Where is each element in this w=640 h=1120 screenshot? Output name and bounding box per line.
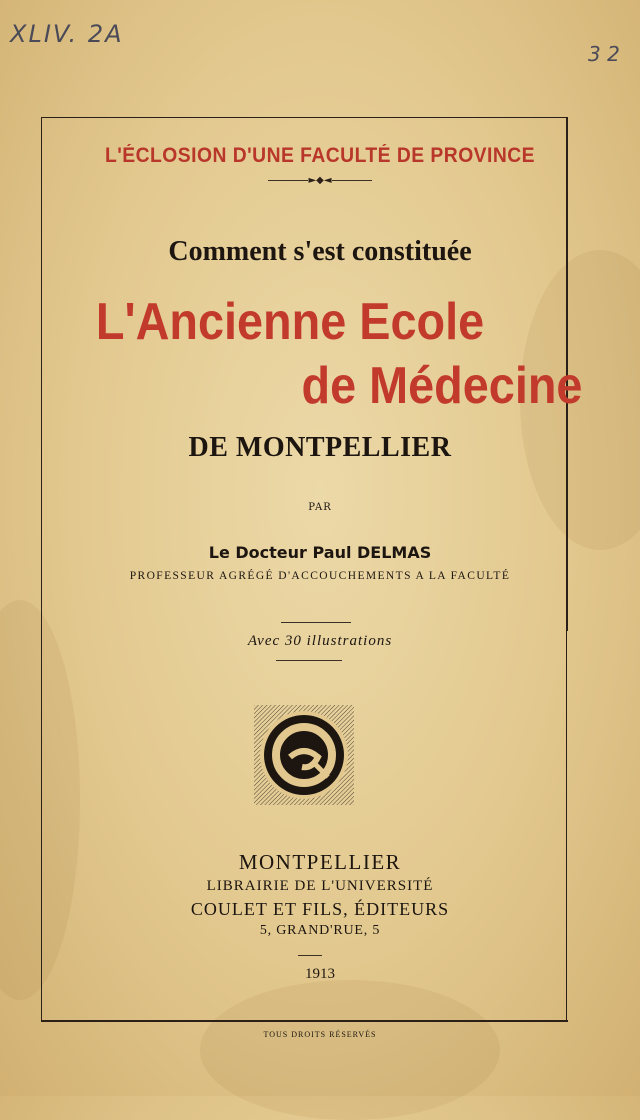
rule-above-illustrations (281, 622, 351, 623)
series-heading: L'ÉCLOSION D'UNE FACULTÉ DE PROVINCE (104, 144, 536, 167)
book-title-line3: DE MONTPELLIER (188, 432, 452, 463)
rule-above-year (298, 955, 322, 956)
author-title: PROFESSEUR AGRÉGÉ D'ACCOUCHEMENTS A LA FACULTÉ (129, 570, 511, 582)
rights-notice: TOUS DROITS RÉSERVÉS (263, 1030, 377, 1039)
book-title-line2: de Médecine (301, 357, 583, 415)
imprint-publisher: COULET ET FILS, ÉDITEURS (190, 899, 450, 919)
by-label: PAR (308, 502, 332, 513)
imprint-address: 5, GRAND'RUE, 5 (259, 923, 381, 938)
imprint-bookshop: LIBRAIRIE DE L'UNIVERSITÉ (206, 878, 434, 894)
book-subtitle: Comment s'est constituée (168, 236, 472, 267)
publication-year: 1913 (305, 966, 335, 982)
ornament-divider: ►◆◄ (0, 175, 640, 186)
book-title-line1: L'Ancienne Ecole (95, 293, 485, 351)
frame-bottom-border (41, 1020, 568, 1022)
author-name: Le Docteur Paul DELMAS (208, 543, 432, 562)
rule-below-illustrations (276, 660, 342, 661)
publisher-logo-icon (254, 705, 354, 805)
illustrations-note: Avec 30 illustrations (247, 633, 393, 649)
imprint-city: MONTPELLIER (238, 850, 402, 874)
handwritten-number: 3 2 (588, 42, 620, 66)
handwritten-shelfmark: XLIV. 2A (10, 20, 124, 48)
